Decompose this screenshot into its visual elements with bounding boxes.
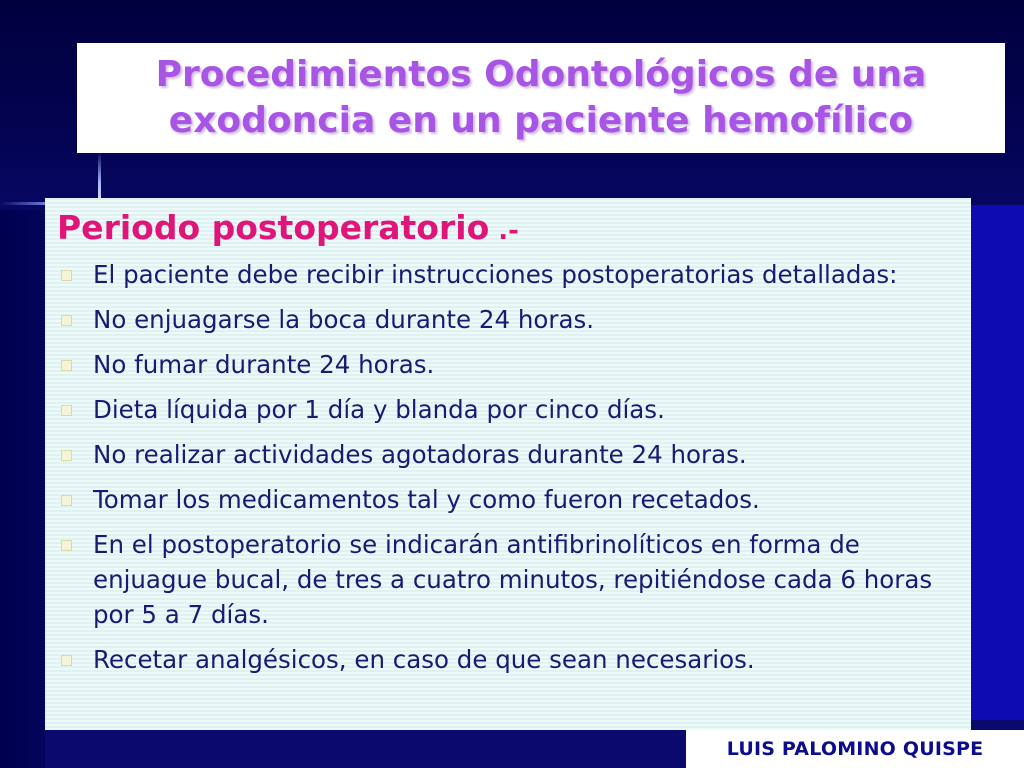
square-bullet-icon (61, 315, 72, 326)
author-footer: LUIS PALOMINO QUISPE (726, 738, 984, 760)
section-heading-suffix: .- (489, 216, 519, 246)
content-box (45, 198, 971, 730)
background-right-panel (970, 205, 1024, 720)
section-heading (57, 206, 957, 253)
instruction-list (57, 257, 957, 677)
square-bullet-icon (61, 495, 72, 506)
list-item-text: El paciente debe recibir instrucciones postoperatorias detalladas: (93, 260, 898, 289)
square-bullet-icon (61, 360, 72, 371)
accent-line-vertical (98, 152, 101, 204)
list-item (57, 257, 957, 292)
title-box (77, 43, 1005, 153)
square-bullet-icon (61, 405, 72, 416)
list-item-text: En el postoperatorio se indicarán antifibrinolíticos en forma de enjuague bucal, de tres a cuatro minutos, repitiéndose cada 6 horas por 5 a 7 días. (93, 530, 933, 629)
list-item (57, 347, 957, 382)
section-heading-text: Periodo postoperatorio (57, 208, 490, 247)
list-item (57, 482, 957, 517)
list-item-text: Recetar analgésicos, en caso de que sean necesarios. (93, 645, 755, 674)
square-bullet-icon (61, 450, 72, 461)
list-item (57, 527, 957, 632)
footer-box (686, 730, 1024, 768)
list-item-text: Tomar los medicamentos tal y como fueron recetados. (93, 485, 760, 514)
list-item (57, 302, 957, 337)
square-bullet-icon (61, 540, 72, 551)
list-item (57, 437, 957, 472)
list-item-text: Dieta líquida por 1 día y blanda por cinco días. (93, 395, 665, 424)
square-bullet-icon (61, 655, 72, 666)
slide-title: Procedimientos Odontológicos de una exodoncia en un paciente hemofílico (155, 54, 927, 141)
list-item-text: No fumar durante 24 horas. (93, 350, 435, 379)
list-item-text: No realizar actividades agotadoras durante 24 horas. (93, 440, 747, 469)
list-item-text: No enjuagarse la boca durante 24 horas. (93, 305, 595, 334)
list-item (57, 392, 957, 427)
square-bullet-icon (61, 270, 72, 281)
list-item (57, 642, 957, 677)
